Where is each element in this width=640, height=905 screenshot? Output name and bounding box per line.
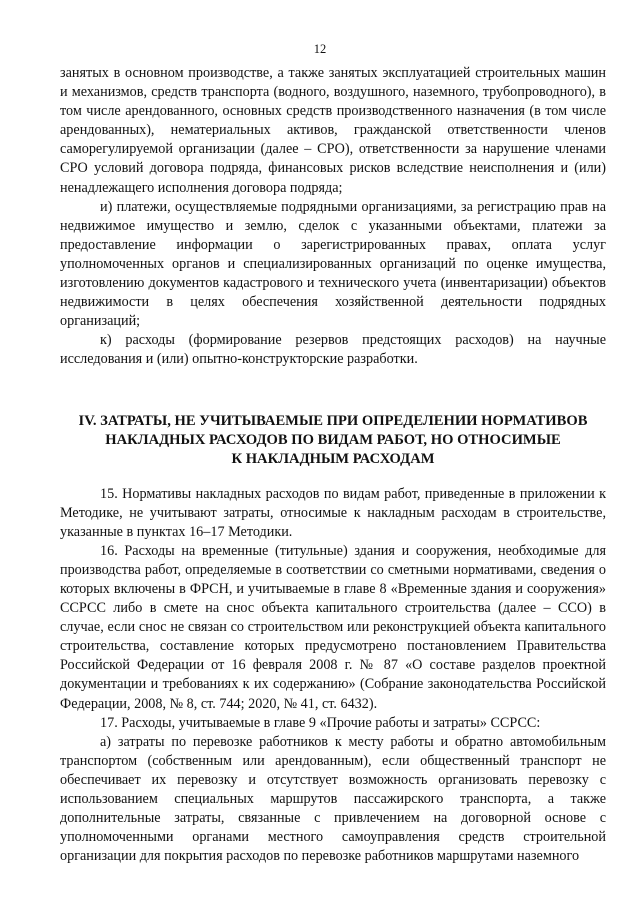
page-number: 12 [313,42,327,56]
paragraph-insurance-continued: занятых в основном производстве, а также занятых эксплуатацией строительных машин и механизмов, средств транспорта (водного, воздушного, наземного, трубопроводного), в том числе арендованного, основных средств производственного назначения (в том числе арендованных), нематериальных активов, гражданской ответственности членов саморегулируемой организации (далее – СРО), ответственности за нарушение членами СРО условий договора подряда, финансовых рисков вследствие неисполнения и (или) ненадлежащего исполнения договора подряда; [60,65,606,196]
paragraph-17-a: а) затраты по перевозке работников к месту работы и обратно автомобильным транспортом (собственным или арендованным), если общественный транспорт не обеспечивает их перевозку и отсутствует возможность организовать перевозку с использованием специальных маршрутов пассажирского транспорта, а также дополнительные затраты, связанные с привлечением на договорной основе с уполномоченными органами местного самоуправления средств строительной организации для покрытия расходов по перевозке работников маршрутами наземного [60,733,606,865]
section-heading-line: К НАКЛАДНЫМ РАСХОДАМ [231,450,435,467]
paragraph-item-i: и) платежи, осуществляемые подрядными организациями, за регистрацию прав на недвижимое имущество и землю, сделок с указанными объектами, платежи за предоставление информации о зарегистрированных правах, оплата услуг уполномоченных органов и специализированных организаций по оценке имущества, изготовлению документов кадастрового и технического учета (инвентаризации) объектов недвижимости в целях обеспечения хозяйственной деятельности подрядных организаций; [60,198,606,330]
paragraph-16: 16. Расходы на временные (титульные) здания и сооружения, необходимые для производства работ, определяемые в соответствии со сметными нормативами, сведения о которых включены в ФРСН, и учитываемые в главе 8 «Временные здания и сооружения» ССРСС либо в смете на снос объекта капитального строительства (далее – ССО) в случае, если снос не связан со строительством или реконструкцией объекта капитального строительства, составление которых предусмотрено постановлением Правительства Российской Федерации от 16 февраля 2008 г. № 87 «О составе разделов проектной документации и требованиях к их содержанию» (Собрание законодательства Российской Федерации, 2008, № 8, ст. 744; 2020, № 41, ст. 6432). [60,542,606,712]
section-heading-line: IV. ЗАТРАТЫ, НЕ УЧИТЫВАЕМЫЕ ПРИ ОПРЕДЕЛЕНИИ НОРМАТИВОВ [78,412,588,429]
paragraph-15: 15. Нормативы накладных расходов по видам работ, приведенные в приложении к Методике, не учитывают затраты, относимые к накладным расходам в строительстве, указанные в пунктах 16–17 Методики. [60,485,606,540]
document-body [60,64,606,866]
paragraph-item-k: к) расходы (формирование резервов предстоящих расходов) на научные исследования и (или) опытно-конструкторские разработки. [60,332,606,368]
section-heading [60,412,606,469]
paragraph-17: 17. Расходы, учитываемые в главе 9 «Прочие работы и затраты» ССРСС: [100,714,541,731]
section-heading-line: НАКЛАДНЫХ РАСХОДОВ ПО ВИДАМ РАБОТ, НО ОТНОСИМЫЕ [105,431,561,448]
